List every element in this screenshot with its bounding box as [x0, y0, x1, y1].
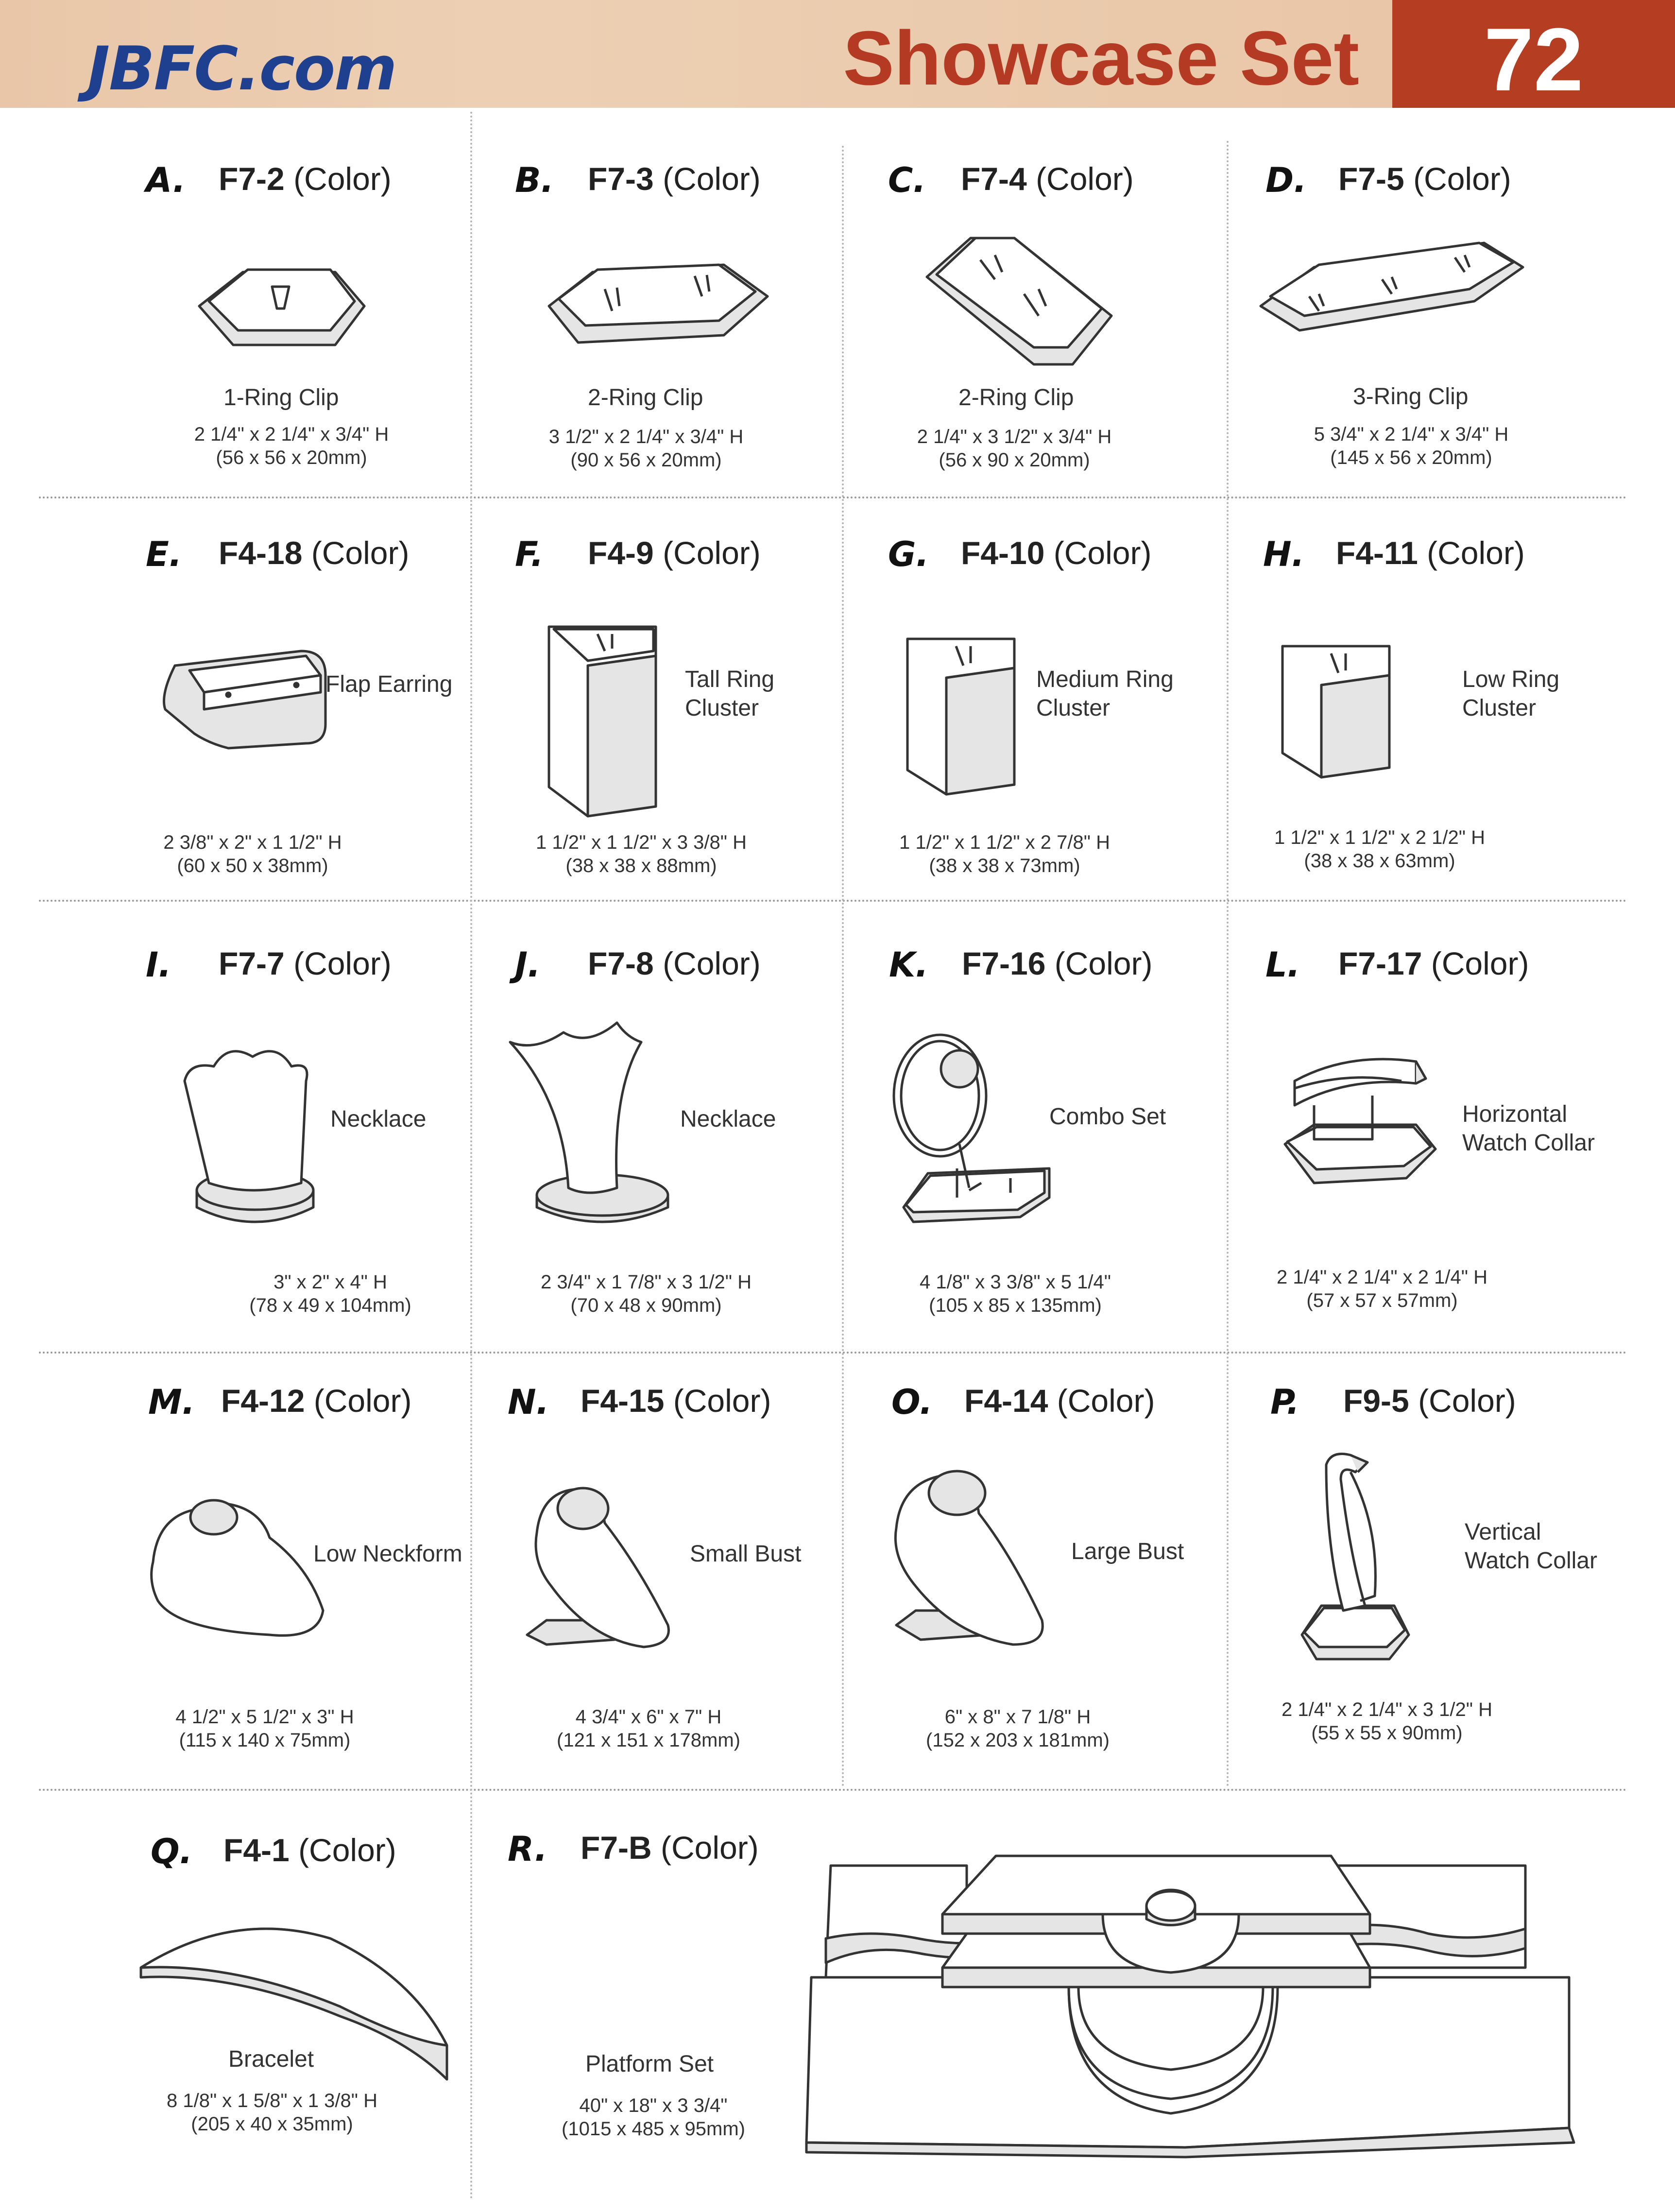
- item-label: Bracelet: [228, 2046, 314, 2072]
- necklace-stand-icon: [175, 1042, 340, 1227]
- item-label: 1-Ring Clip: [223, 385, 339, 411]
- item-letter: K.: [889, 945, 928, 985]
- vertical-watch-collar-icon: [1297, 1450, 1423, 1674]
- item-label: Flap Earring: [325, 671, 453, 697]
- item-label: 2-Ring Clip: [958, 385, 1074, 411]
- item-label: Tall Ring Cluster: [685, 667, 775, 721]
- item-label: Necklace: [680, 1106, 776, 1132]
- item-label: 3-Ring Clip: [1353, 384, 1469, 410]
- item-code: F4-18 (Color): [219, 535, 410, 571]
- item-dimensions: 4 1/2" x 5 1/2" x 3" H (115 x 140 x 75mm): [175, 1706, 354, 1751]
- item-code: F4-14 (Color): [964, 1383, 1155, 1419]
- item-dimensions: 2 1/4" x 2 1/4" x 3/4" H (56 x 56 x 20mm): [194, 424, 389, 468]
- item-dimensions: 2 3/4" x 1 7/8" x 3 1/2" H (70 x 48 x 90mm): [541, 1271, 752, 1316]
- item-letter: P.: [1270, 1382, 1299, 1422]
- item-code: F7-2 (Color): [219, 161, 392, 197]
- item-code: F4-11 (Color): [1336, 535, 1525, 571]
- item-letter: Q.: [151, 1832, 193, 1871]
- item-code: F7-5 (Color): [1338, 161, 1511, 197]
- item-dimensions: 8 1/8" x 1 5/8" x 1 3/8" H (205 x 40 x 35mm): [167, 2090, 377, 2135]
- large-bust-icon: [887, 1460, 1071, 1674]
- item-dimensions: 2 1/4" x 2 1/4" x 3 1/2" H (55 x 55 x 90mm): [1282, 1699, 1492, 1744]
- item-label: Horizontal Watch Collar: [1462, 1101, 1595, 1156]
- row-divider: [39, 900, 1627, 902]
- item-code: F7-17 (Color): [1338, 945, 1529, 981]
- item-dimensions: 2 1/4" x 3 1/2" x 3/4" H (56 x 90 x 20mm): [917, 426, 1112, 471]
- row-divider: [39, 1789, 1627, 1791]
- site-logo[interactable]: JBFC.com: [87, 34, 396, 104]
- tall-ring-cluster-icon: [544, 617, 670, 821]
- horizontal-watch-collar-icon: [1275, 1042, 1440, 1207]
- item-label: Vertical Watch Collar: [1465, 1519, 1597, 1574]
- item-letter: F.: [515, 534, 544, 574]
- item-code: F7-3 (Color): [588, 161, 761, 197]
- item-label: Small Bust: [690, 1541, 802, 1567]
- item-letter: D.: [1265, 160, 1307, 200]
- item-letter: L.: [1265, 945, 1300, 985]
- row-divider: [39, 1352, 1627, 1354]
- platform-set-icon: [797, 1856, 1579, 2157]
- item-dimensions: 2 1/4" x 2 1/4" x 2 1/4" H (57 x 57 x 57mm): [1277, 1267, 1487, 1311]
- row-divider: [39, 497, 1627, 498]
- low-neckform-icon: [148, 1494, 333, 1649]
- item-code: F7-8 (Color): [588, 945, 761, 981]
- item-letter: G.: [888, 534, 929, 574]
- item-letter: M.: [148, 1382, 195, 1422]
- item-dimensions: 4 3/4" x 6" x 7" H (121 x 151 x 178mm): [557, 1706, 740, 1751]
- item-dimensions: 1 1/2" x 1 1/2" x 2 1/2" H (38 x 38 x 63mm): [1274, 827, 1485, 872]
- item-letter: N.: [508, 1382, 549, 1422]
- column-divider: [470, 112, 472, 2201]
- item-label: Low Ring Cluster: [1462, 667, 1560, 721]
- item-code: F4-12 (Color): [221, 1383, 412, 1419]
- item-letter: R.: [508, 1829, 547, 1869]
- item-dimensions: 3 1/2" x 2 1/4" x 3/4" H (90 x 56 x 20mm): [548, 426, 744, 471]
- item-label: Low Neckform: [313, 1541, 462, 1567]
- item-letter: B.: [515, 160, 554, 200]
- item-dimensions: 40" x 18" x 3 3/4" (1015 x 485 x 95mm): [562, 2095, 745, 2140]
- item-label: Combo Set: [1049, 1104, 1166, 1130]
- item-letter: O.: [891, 1382, 933, 1422]
- item-label: Medium Ring Cluster: [1036, 667, 1174, 721]
- medium-ring-cluster-icon: [903, 624, 1029, 799]
- item-code: F4-1 (Color): [223, 1832, 396, 1868]
- item-letter: H.: [1263, 534, 1305, 574]
- small-bust-icon: [522, 1479, 697, 1674]
- ring-clip-2-vertical-icon: [917, 228, 1121, 384]
- item-dimensions: 1 1/2" x 1 1/2" x 2 7/8" H (38 x 38 x 73mm): [899, 832, 1110, 876]
- item-letter: C.: [888, 160, 926, 200]
- item-code: F7-B (Color): [581, 1830, 759, 1866]
- item-letter: A.: [146, 160, 186, 200]
- item-letter: E.: [146, 534, 182, 574]
- page-title: Showcase Set: [843, 16, 1359, 101]
- item-dimensions: 6" x 8" x 7 1/8" H (152 x 203 x 181mm): [926, 1706, 1110, 1751]
- flap-earring-icon: [155, 636, 335, 763]
- item-code: F9-5 (Color): [1343, 1383, 1516, 1419]
- item-code: F7-16 (Color): [962, 945, 1153, 981]
- ring-clip-1-icon: [189, 253, 374, 389]
- item-label: Necklace: [330, 1106, 427, 1132]
- item-code: F7-7 (Color): [219, 945, 392, 981]
- page-number: 72: [1484, 9, 1584, 109]
- item-dimensions: 3" x 2" x 4" H (78 x 49 x 104mm): [249, 1271, 411, 1316]
- combo-set-icon: [884, 1032, 1059, 1246]
- item-code: F7-4 (Color): [961, 161, 1134, 197]
- item-letter: J.: [515, 945, 541, 985]
- item-code: F4-9 (Color): [588, 535, 761, 571]
- item-dimensions: 5 3/4" x 2 1/4" x 3/4" H (145 x 56 x 20mm): [1314, 424, 1509, 468]
- column-divider: [1227, 141, 1229, 1788]
- item-label: Large Bust: [1071, 1539, 1184, 1564]
- item-dimensions: 4 1/8" x 3 3/8" x 5 1/4" (105 x 85 x 135mm): [920, 1271, 1111, 1316]
- necklace-curved-stand-icon: [505, 1013, 680, 1227]
- item-dimensions: 2 3/8" x 2" x 1 1/2" H (60 x 50 x 38mm): [163, 832, 342, 876]
- item-code: F4-15 (Color): [581, 1383, 771, 1419]
- ring-clip-3-icon: [1256, 233, 1528, 360]
- column-divider: [842, 146, 844, 1788]
- low-ring-cluster-icon: [1278, 632, 1404, 787]
- item-letter: I.: [146, 945, 171, 985]
- item-dimensions: 1 1/2" x 1 1/2" x 3 3/8" H (38 x 38 x 88mm): [536, 832, 747, 876]
- item-label: Platform Set: [585, 2051, 714, 2077]
- item-code: F4-10 (Color): [961, 535, 1152, 571]
- item-label: 2-Ring Clip: [588, 385, 703, 411]
- ring-clip-2-icon: [539, 243, 772, 369]
